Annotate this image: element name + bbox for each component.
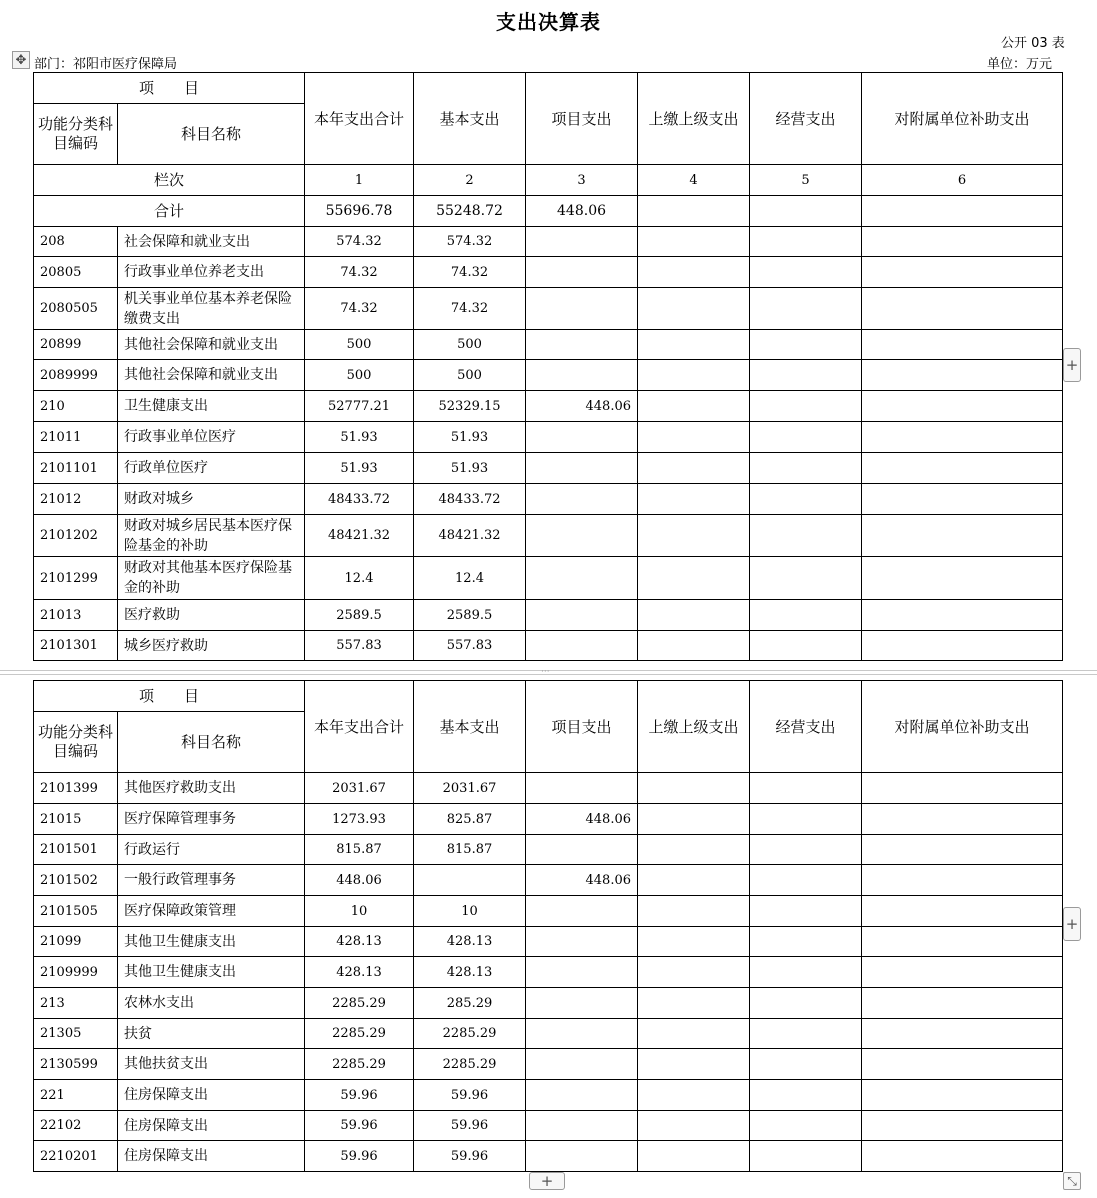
table-move-handle-icon[interactable]: ✥	[12, 51, 30, 69]
row-project	[526, 835, 638, 865]
col-num: 2	[414, 165, 526, 196]
row-project	[526, 422, 638, 453]
row-business	[750, 1080, 862, 1111]
row-code: 213	[34, 988, 118, 1019]
header-code: 功能分类科目编码	[34, 104, 118, 165]
header-upper: 上缴上级支出	[638, 681, 750, 773]
col-num: 3	[526, 165, 638, 196]
row-code: 21099	[34, 927, 118, 957]
row-code: 221	[34, 1080, 118, 1111]
row-total: 48433.72	[305, 484, 414, 515]
row-upper	[638, 804, 750, 835]
row-code: 2101301	[34, 631, 118, 661]
row-total: 2285.29	[305, 988, 414, 1019]
row-project	[526, 957, 638, 988]
row-upper	[638, 631, 750, 661]
row-business	[750, 988, 862, 1019]
row-total: 2589.5	[305, 600, 414, 631]
row-total: 1273.93	[305, 804, 414, 835]
document-title: 支出决算表	[496, 10, 601, 34]
row-subject-name: 财政对其他基本医疗保险基金的补助	[118, 557, 305, 600]
row-upper	[638, 557, 750, 600]
sum-label: 合计	[34, 196, 305, 227]
row-basic: 59.96	[414, 1080, 526, 1111]
header-upper: 上缴上级支出	[638, 73, 750, 165]
row-basic	[414, 865, 526, 896]
row-subject-name: 其他卫生健康支出	[118, 927, 305, 957]
table-row	[34, 1080, 1063, 1111]
row-business	[750, 835, 862, 865]
col-num: 6	[862, 165, 1063, 196]
row-basic: 51.93	[414, 422, 526, 453]
row-basic: 48421.32	[414, 515, 526, 557]
row-code: 2101299	[34, 557, 118, 600]
row-project	[526, 453, 638, 484]
row-business	[750, 288, 862, 330]
row-subject-name: 住房保障支出	[118, 1141, 305, 1172]
row-total: 59.96	[305, 1111, 414, 1141]
row-upper	[638, 988, 750, 1019]
table-row	[34, 773, 1063, 804]
row-subject-name: 医疗救助	[118, 600, 305, 631]
row-business	[750, 422, 862, 453]
row-code: 2101501	[34, 835, 118, 865]
header-subject: 科目名称	[118, 104, 305, 165]
header-item: 项 目	[34, 681, 305, 712]
row-project	[526, 773, 638, 804]
row-total: 2285.29	[305, 1019, 414, 1049]
row-subsidiary	[862, 1111, 1063, 1141]
row-total: 59.96	[305, 1141, 414, 1172]
table-row	[34, 391, 1063, 422]
row-subsidiary	[862, 804, 1063, 835]
add-row-button[interactable]: +	[529, 1172, 565, 1190]
row-upper	[638, 957, 750, 988]
row-subsidiary	[862, 257, 1063, 288]
table-row	[34, 360, 1063, 391]
row-business	[750, 773, 862, 804]
row-total: 2031.67	[305, 773, 414, 804]
col-num: 4	[638, 165, 750, 196]
table-row	[34, 988, 1063, 1019]
header-total: 本年支出合计	[305, 681, 414, 773]
expenditure-table-page1	[33, 72, 1063, 661]
table-row	[34, 515, 1063, 557]
header-business: 经营支出	[750, 73, 862, 165]
table-row	[34, 835, 1063, 865]
row-subject-name: 财政对城乡	[118, 484, 305, 515]
row-subject-name: 农林水支出	[118, 988, 305, 1019]
table-row	[34, 484, 1063, 515]
row-subject-name: 城乡医疗救助	[118, 631, 305, 661]
row-business	[750, 1111, 862, 1141]
row-upper	[638, 773, 750, 804]
row-business	[750, 896, 862, 927]
table-row	[34, 422, 1063, 453]
unit-label: 单位：万元	[987, 57, 1053, 72]
row-upper	[638, 600, 750, 631]
header-subject: 科目名称	[118, 712, 305, 773]
row-total: 12.4	[305, 557, 414, 600]
row-basic: 825.87	[414, 804, 526, 835]
row-subject-name: 机关事业单位基本养老保险缴费支出	[118, 288, 305, 330]
row-code: 20899	[34, 330, 118, 360]
row-subject-name: 住房保障支出	[118, 1111, 305, 1141]
row-basic: 52329.15	[414, 391, 526, 422]
row-total: 574.32	[305, 227, 414, 257]
row-upper	[638, 453, 750, 484]
row-total: 59.96	[305, 1080, 414, 1111]
row-subject-name: 其他医疗救助支出	[118, 773, 305, 804]
row-business	[750, 804, 862, 835]
row-code: 2101202	[34, 515, 118, 557]
table-row	[34, 257, 1063, 288]
row-basic: 48433.72	[414, 484, 526, 515]
row-basic: 815.87	[414, 835, 526, 865]
row-project: 448.06	[526, 804, 638, 835]
row-project	[526, 1111, 638, 1141]
row-code: 2101399	[34, 773, 118, 804]
row-business	[750, 453, 862, 484]
row-basic: 74.32	[414, 288, 526, 330]
table-row	[34, 1111, 1063, 1141]
table-row	[34, 600, 1063, 631]
row-code: 21012	[34, 484, 118, 515]
row-subject-name: 一般行政管理事务	[118, 865, 305, 896]
row-project	[526, 631, 638, 661]
row-subsidiary	[862, 600, 1063, 631]
row-code: 20805	[34, 257, 118, 288]
header-business: 经营支出	[750, 681, 862, 773]
row-code: 2210201	[34, 1141, 118, 1172]
row-upper	[638, 1080, 750, 1111]
row-code: 21015	[34, 804, 118, 835]
table-row	[34, 631, 1063, 661]
row-subject-name: 财政对城乡居民基本医疗保险基金的补助	[118, 515, 305, 557]
row-code: 208	[34, 227, 118, 257]
row-basic: 74.32	[414, 257, 526, 288]
row-upper	[638, 422, 750, 453]
row-basic: 2285.29	[414, 1049, 526, 1080]
row-project: 448.06	[526, 865, 638, 896]
row-project	[526, 988, 638, 1019]
row-project	[526, 927, 638, 957]
table-row	[34, 896, 1063, 927]
table-row	[34, 1049, 1063, 1080]
table-row	[34, 927, 1063, 957]
sum-project: 448.06	[526, 196, 638, 227]
table-row	[34, 1019, 1063, 1049]
row-subsidiary	[862, 453, 1063, 484]
row-subsidiary	[862, 1141, 1063, 1172]
col-num: 1	[305, 165, 414, 196]
row-business	[750, 227, 862, 257]
row-subject-name: 其他社会保障和就业支出	[118, 360, 305, 391]
row-basic: 59.96	[414, 1111, 526, 1141]
row-upper	[638, 484, 750, 515]
sum-business	[750, 196, 862, 227]
row-subsidiary	[862, 957, 1063, 988]
row-subsidiary	[862, 1019, 1063, 1049]
row-subsidiary	[862, 988, 1063, 1019]
row-subsidiary	[862, 484, 1063, 515]
department-label: 部门：祁阳市医疗保障局	[34, 57, 178, 72]
row-basic: 428.13	[414, 957, 526, 988]
row-basic: 2285.29	[414, 1019, 526, 1049]
row-subject-name: 其他卫生健康支出	[118, 957, 305, 988]
row-subsidiary	[862, 330, 1063, 360]
sum-basic: 55248.72	[414, 196, 526, 227]
row-code: 2101101	[34, 453, 118, 484]
row-project	[526, 257, 638, 288]
row-basic: 574.32	[414, 227, 526, 257]
row-project: 448.06	[526, 391, 638, 422]
header-item: 项 目	[34, 73, 305, 104]
row-business	[750, 927, 862, 957]
header-subsidiary: 对附属单位补助支出	[862, 681, 1063, 773]
row-total: 74.32	[305, 257, 414, 288]
row-total: 51.93	[305, 453, 414, 484]
row-total: 74.32	[305, 288, 414, 330]
row-project	[526, 1049, 638, 1080]
table-row	[34, 557, 1063, 600]
row-subject-name: 社会保障和就业支出	[118, 227, 305, 257]
expenditure-table-page2	[33, 680, 1063, 1172]
row-code: 21305	[34, 1019, 118, 1049]
row-subject-name: 行政事业单位养老支出	[118, 257, 305, 288]
row-code: 22102	[34, 1111, 118, 1141]
page-break-dots: ···	[541, 667, 550, 677]
row-upper	[638, 227, 750, 257]
row-business	[750, 484, 862, 515]
header-subsidiary: 对附属单位补助支出	[862, 73, 1063, 165]
row-basic: 500	[414, 330, 526, 360]
row-subject-name: 扶贫	[118, 1019, 305, 1049]
row-total: 52777.21	[305, 391, 414, 422]
row-upper	[638, 330, 750, 360]
row-business	[750, 515, 862, 557]
row-total: 428.13	[305, 927, 414, 957]
row-business	[750, 865, 862, 896]
row-business	[750, 631, 862, 661]
row-project	[526, 1080, 638, 1111]
row-project	[526, 288, 638, 330]
row-upper	[638, 515, 750, 557]
header-project: 项目支出	[526, 681, 638, 773]
row-basic: 10	[414, 896, 526, 927]
row-business	[750, 330, 862, 360]
table-row	[34, 804, 1063, 835]
form-number: 公开 03 表	[1001, 36, 1065, 51]
row-total: 2285.29	[305, 1049, 414, 1080]
row-total: 448.06	[305, 865, 414, 896]
row-upper	[638, 927, 750, 957]
row-code: 2130599	[34, 1049, 118, 1080]
row-basic: 12.4	[414, 557, 526, 600]
row-code: 2080505	[34, 288, 118, 330]
col-num: 5	[750, 165, 862, 196]
table-row	[34, 227, 1063, 257]
header-total: 本年支出合计	[305, 73, 414, 165]
row-subsidiary	[862, 865, 1063, 896]
row-business	[750, 360, 862, 391]
row-business	[750, 1141, 862, 1172]
row-project	[526, 600, 638, 631]
row-upper	[638, 835, 750, 865]
sum-subsidiary	[862, 196, 1063, 227]
row-subsidiary	[862, 1049, 1063, 1080]
row-code: 2109999	[34, 957, 118, 988]
row-subsidiary	[862, 422, 1063, 453]
row-upper	[638, 1141, 750, 1172]
header-basic: 基本支出	[414, 681, 526, 773]
row-subsidiary	[862, 557, 1063, 600]
row-upper	[638, 865, 750, 896]
sum-total: 55696.78	[305, 196, 414, 227]
row-basic: 59.96	[414, 1141, 526, 1172]
row-basic: 51.93	[414, 453, 526, 484]
row-project	[526, 227, 638, 257]
table-row	[34, 865, 1063, 896]
table-row	[34, 330, 1063, 360]
row-subsidiary	[862, 391, 1063, 422]
row-subsidiary	[862, 360, 1063, 391]
row-business	[750, 257, 862, 288]
row-subsidiary	[862, 927, 1063, 957]
row-basic: 2589.5	[414, 600, 526, 631]
row-subject-name: 住房保障支出	[118, 1080, 305, 1111]
header-basic: 基本支出	[414, 73, 526, 165]
header-code: 功能分类科目编码	[34, 712, 118, 773]
row-business	[750, 600, 862, 631]
row-upper	[638, 391, 750, 422]
row-subsidiary	[862, 835, 1063, 865]
row-total: 500	[305, 360, 414, 391]
row-business	[750, 391, 862, 422]
row-subsidiary	[862, 227, 1063, 257]
table-row	[34, 1141, 1063, 1172]
row-subject-name: 其他社会保障和就业支出	[118, 330, 305, 360]
row-subsidiary	[862, 896, 1063, 927]
row-upper	[638, 1049, 750, 1080]
row-total: 51.93	[305, 422, 414, 453]
sum-upper	[638, 196, 750, 227]
table-row	[34, 288, 1063, 330]
row-subject-name: 卫生健康支出	[118, 391, 305, 422]
row-upper	[638, 360, 750, 391]
row-project	[526, 515, 638, 557]
row-total: 815.87	[305, 835, 414, 865]
row-basic: 2031.67	[414, 773, 526, 804]
row-code: 2101502	[34, 865, 118, 896]
row-subsidiary	[862, 288, 1063, 330]
row-subject-name: 医疗保障政策管理	[118, 896, 305, 927]
row-subsidiary	[862, 773, 1063, 804]
row-project	[526, 484, 638, 515]
row-project	[526, 557, 638, 600]
row-total: 10	[305, 896, 414, 927]
row-upper	[638, 896, 750, 927]
row-upper	[638, 257, 750, 288]
row-project	[526, 360, 638, 391]
row-basic: 557.83	[414, 631, 526, 661]
row-basic: 428.13	[414, 927, 526, 957]
row-code: 21013	[34, 600, 118, 631]
row-basic: 500	[414, 360, 526, 391]
row-business	[750, 957, 862, 988]
row-project	[526, 1019, 638, 1049]
row-subject-name: 行政运行	[118, 835, 305, 865]
row-project	[526, 896, 638, 927]
table-row	[34, 453, 1063, 484]
row-business	[750, 1019, 862, 1049]
row-total: 428.13	[305, 957, 414, 988]
header-project: 项目支出	[526, 73, 638, 165]
header-column-no: 栏次	[34, 165, 305, 196]
row-upper	[638, 288, 750, 330]
row-total: 557.83	[305, 631, 414, 661]
table-resize-icon[interactable]: ⤡	[1063, 1172, 1081, 1190]
row-subject-name: 行政单位医疗	[118, 453, 305, 484]
add-column-button-page1[interactable]: +	[1063, 348, 1081, 382]
row-subsidiary	[862, 1080, 1063, 1111]
row-basic: 285.29	[414, 988, 526, 1019]
row-subsidiary	[862, 515, 1063, 557]
row-upper	[638, 1019, 750, 1049]
row-subject-name: 医疗保障管理事务	[118, 804, 305, 835]
row-business	[750, 557, 862, 600]
table-row	[34, 957, 1063, 988]
row-subject-name: 行政事业单位医疗	[118, 422, 305, 453]
row-total: 48421.32	[305, 515, 414, 557]
row-business	[750, 1049, 862, 1080]
row-project	[526, 330, 638, 360]
row-subsidiary	[862, 631, 1063, 661]
row-code: 2089999	[34, 360, 118, 391]
row-code: 2101505	[34, 896, 118, 927]
row-total: 500	[305, 330, 414, 360]
add-column-button-page2[interactable]: +	[1063, 907, 1081, 941]
row-upper	[638, 1111, 750, 1141]
row-code: 21011	[34, 422, 118, 453]
row-subject-name: 其他扶贫支出	[118, 1049, 305, 1080]
row-code: 210	[34, 391, 118, 422]
row-project	[526, 1141, 638, 1172]
